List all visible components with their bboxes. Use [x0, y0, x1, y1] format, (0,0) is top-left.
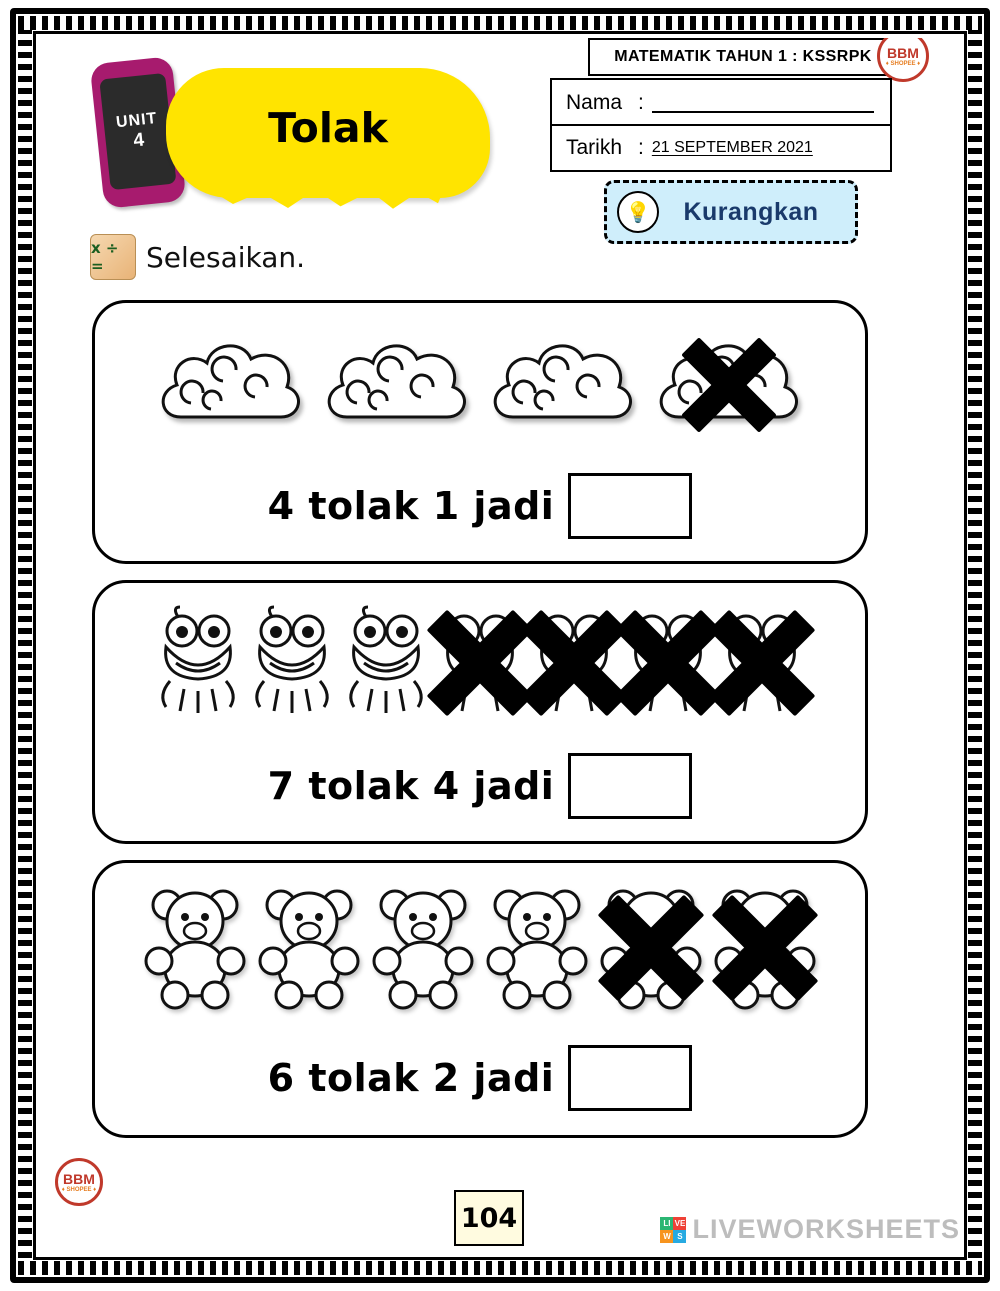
- question-card-1: [92, 300, 868, 564]
- name-label: Nama: [566, 91, 623, 114]
- cloud-icon: [483, 325, 643, 445]
- instruction-text: Selesaikan.: [146, 240, 306, 274]
- bbm-logo-line2: ♦ SHOPEE ♦: [885, 60, 921, 67]
- liveworksheets-logo-icon: [660, 1217, 686, 1243]
- frog-icon: [152, 605, 244, 720]
- lws-tile-1: LI: [660, 1217, 673, 1230]
- object-row-1: [95, 325, 865, 445]
- bear-icon: [141, 885, 249, 1010]
- unit-number: 4: [132, 128, 146, 151]
- date-field[interactable]: [550, 124, 892, 172]
- lws-tile-3: W: [660, 1230, 673, 1243]
- date-colon: :: [638, 136, 644, 159]
- instruction-row: [90, 234, 305, 280]
- lightbulb-icon: 💡: [617, 191, 659, 233]
- name-field[interactable]: [550, 78, 892, 128]
- object-row-2: [95, 605, 865, 720]
- bear-icon-crossed: [711, 885, 819, 1010]
- bear-icon: [369, 885, 477, 1010]
- unit-phone-screen: [99, 73, 176, 190]
- subject-banner: MATEMATIK TAHUN 1 : KSSRPK: [588, 38, 898, 76]
- equation-row-3: [95, 1045, 865, 1111]
- equation-row-2: [95, 753, 865, 819]
- math-icon: x ÷ =: [90, 234, 136, 280]
- question-card-2: [92, 580, 868, 844]
- question-card-3: [92, 860, 868, 1138]
- unit-label: UNIT: [115, 109, 159, 131]
- hint-badge-label: Kurangkan: [683, 197, 819, 226]
- bbm-logo-line1: BBM: [887, 44, 919, 61]
- answer-box-1[interactable]: [568, 473, 692, 539]
- equation-row-1: [95, 473, 865, 539]
- frog-icon: [246, 605, 338, 720]
- cloud-icon: [317, 325, 477, 445]
- frog-icon: [340, 605, 432, 720]
- lws-tile-2: VE: [674, 1218, 686, 1228]
- date-label: Tarikh: [566, 136, 623, 159]
- liveworksheets-watermark: [660, 1214, 960, 1245]
- cloud-icon-crossed: [649, 325, 809, 445]
- lws-tile-4: S: [673, 1230, 686, 1243]
- object-row-3: [95, 885, 865, 1010]
- bbm-logo-bottom-line1: BBM: [63, 1170, 95, 1187]
- bbm-logo-bottom-line2: ♦ SHOPEE ♦: [61, 1186, 97, 1193]
- title-blob: [166, 68, 490, 198]
- hint-badge: [604, 180, 858, 244]
- frog-icon-crossed: [622, 605, 714, 720]
- name-colon: :: [638, 91, 644, 114]
- answer-box-3[interactable]: [568, 1045, 692, 1111]
- answer-box-2[interactable]: [568, 753, 692, 819]
- bbm-logo-icon: [877, 38, 929, 82]
- page-title: Tolak: [268, 104, 388, 152]
- equation-text-1: 4 tolak 1 jadi: [267, 484, 555, 528]
- bear-icon-crossed: [597, 885, 705, 1010]
- equation-text-3: 6 tolak 2 jadi: [267, 1056, 555, 1100]
- frog-icon-crossed: [716, 605, 808, 720]
- frog-icon-crossed: [434, 605, 526, 720]
- frog-icon-crossed: [528, 605, 620, 720]
- page-number: 104: [454, 1190, 524, 1246]
- date-value[interactable]: 21 SEPTEMBER 2021: [651, 139, 813, 156]
- equation-text-2: 7 tolak 4 jadi: [267, 764, 555, 808]
- page-content: [40, 38, 960, 1253]
- bbm-logo-bottom-icon: [55, 1158, 103, 1206]
- bear-icon: [483, 885, 591, 1010]
- liveworksheets-wordmark: LIVEWORKSHEETS: [692, 1214, 960, 1244]
- name-input-rule[interactable]: [652, 93, 874, 113]
- cloud-icon: [151, 325, 311, 445]
- bear-icon: [255, 885, 363, 1010]
